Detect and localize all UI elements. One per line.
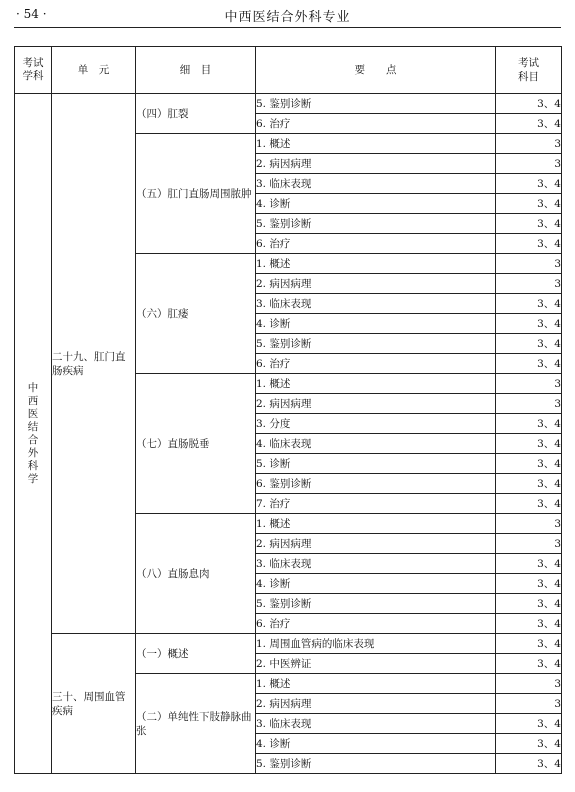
header-detail: 细 目 [136,47,256,94]
detail-cell: （五）肛门直肠周围脓肿 [136,134,256,254]
exam-cell: 3、4 [496,314,562,334]
point-cell: 3. 临床表现 [256,294,496,314]
point-cell: 5. 鉴别诊断 [256,594,496,614]
exam-cell: 3 [496,694,562,714]
point-cell: 4. 临床表现 [256,434,496,454]
point-cell: 1. 概述 [256,674,496,694]
exam-cell: 3 [496,154,562,174]
point-cell: 6. 治疗 [256,234,496,254]
header-unit: 单 元 [52,47,136,94]
exam-cell: 3、4 [496,734,562,754]
point-cell: 3. 临床表现 [256,554,496,574]
point-cell: 6. 治疗 [256,614,496,634]
exam-cell: 3、4 [496,354,562,374]
point-cell: 2. 病因病理 [256,694,496,714]
exam-cell: 3、4 [496,294,562,314]
point-cell: 4. 诊断 [256,314,496,334]
table-header-row [15,47,562,94]
page-title: 中西医结合外科专业 [224,10,351,25]
detail-cell: （七）直肠脱垂 [136,374,256,514]
point-cell: 6. 鉴别诊断 [256,474,496,494]
exam-cell: 3、4 [496,574,562,594]
page-header [0,0,575,34]
point-cell: 6. 治疗 [256,354,496,374]
point-cell: 2. 病因病理 [256,274,496,294]
header-exam: 考试科目 [496,47,562,94]
header-points: 要 点 [256,47,496,94]
exam-cell: 3 [496,674,562,694]
point-cell: 2. 病因病理 [256,394,496,414]
exam-cell: 3、4 [496,594,562,614]
detail-cell: （二）单纯性下肢静脉曲张 [136,674,256,774]
detail-cell: （一）概述 [136,634,256,674]
detail-cell: （八）直肠息肉 [136,514,256,634]
exam-cell: 3、4 [496,234,562,254]
point-cell: 2. 中医辨证 [256,654,496,674]
exam-cell: 3 [496,254,562,274]
table-row [15,94,562,114]
unit-cell: 三十、周围血管疾病 [52,634,136,774]
header-rule [14,27,561,28]
point-cell: 7. 治疗 [256,494,496,514]
exam-cell: 3、4 [496,634,562,654]
point-cell: 5. 诊断 [256,454,496,474]
point-cell: 1. 周围血管病的临床表现 [256,634,496,654]
exam-cell: 3 [496,274,562,294]
point-cell: 6. 治疗 [256,114,496,134]
exam-cell: 3、4 [496,214,562,234]
exam-cell: 3 [496,134,562,154]
point-cell: 5. 鉴别诊断 [256,334,496,354]
point-cell: 1. 概述 [256,374,496,394]
point-cell: 2. 病因病理 [256,154,496,174]
subject-label: 中西医结合外科学 [27,381,39,485]
point-cell: 1. 概述 [256,514,496,534]
point-cell: 3. 分度 [256,414,496,434]
point-cell: 3. 临床表现 [256,714,496,734]
point-cell: 1. 概述 [256,134,496,154]
exam-cell: 3、4 [496,414,562,434]
exam-cell: 3、4 [496,454,562,474]
exam-cell: 3、4 [496,554,562,574]
point-cell: 5. 鉴别诊断 [256,214,496,234]
exam-cell: 3、4 [496,94,562,114]
header-subject: 考试学科 [15,47,52,94]
point-cell: 5. 鉴别诊断 [256,754,496,774]
point-cell: 1. 概述 [256,254,496,274]
table-body [15,94,562,774]
exam-cell: 3、4 [496,174,562,194]
exam-cell: 3 [496,514,562,534]
exam-cell: 3、4 [496,114,562,134]
exam-cell: 3 [496,394,562,414]
exam-cell: 3 [496,374,562,394]
point-cell: 4. 诊断 [256,734,496,754]
exam-cell: 3、4 [496,614,562,634]
subject-cell [15,94,52,774]
point-cell: 5. 鉴别诊断 [256,94,496,114]
exam-cell: 3、4 [496,714,562,734]
unit-cell: 二十九、肛门直肠疾病 [52,94,136,634]
exam-cell: 3、4 [496,654,562,674]
detail-cell: （四）肛裂 [136,94,256,134]
point-cell: 4. 诊断 [256,194,496,214]
page-number: · 54 · [16,7,47,21]
exam-cell: 3、4 [496,194,562,214]
exam-cell: 3、4 [496,334,562,354]
point-cell: 2. 病因病理 [256,534,496,554]
syllabus-table [14,46,562,774]
exam-cell: 3、4 [496,754,562,774]
detail-cell: （六）肛瘘 [136,254,256,374]
exam-cell: 3、4 [496,494,562,514]
exam-cell: 3 [496,534,562,554]
exam-cell: 3、4 [496,474,562,494]
point-cell: 4. 诊断 [256,574,496,594]
point-cell: 3. 临床表现 [256,174,496,194]
table-row [15,634,562,654]
exam-cell: 3、4 [496,434,562,454]
